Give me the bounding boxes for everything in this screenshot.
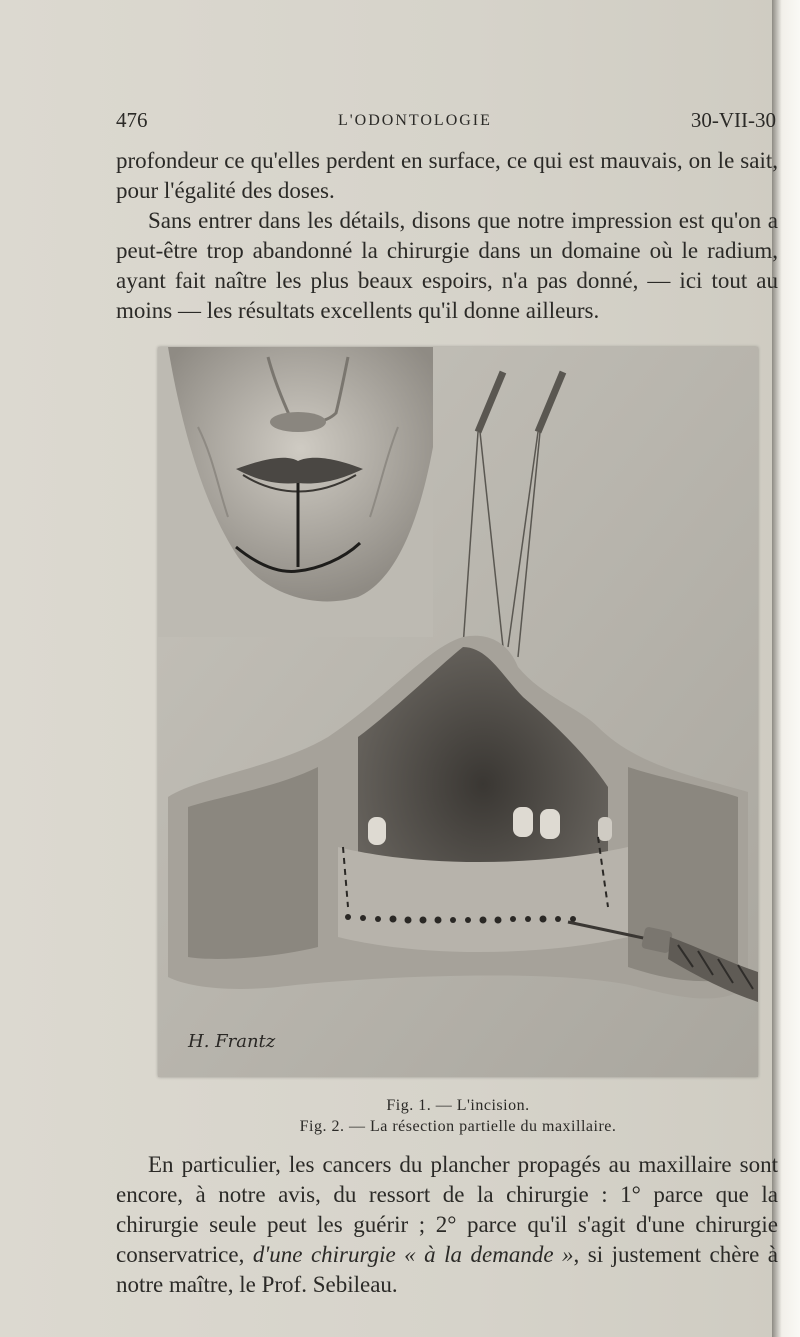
issue-date: 30-VII-30 [690, 108, 776, 132]
text-block-top [116, 146, 778, 326]
text-block-bottom [116, 1150, 778, 1300]
caption-figure-2: Fig. 2. — La résection partielle du maxillaire. [299, 1118, 617, 1135]
illustration-drawing [158, 347, 758, 1077]
running-head [116, 108, 776, 138]
paragraph-3-part-1: En particulier, les cancers du plancher propagés au maxillaire sont encore, à notre avis, du ressort de la chirurgie : 1° parce que la chirurgie seule peut les guérir ; 2° parce qu'il s'agit d'une chirurgie conservatrice, [116, 1152, 778, 1267]
page-number: 476 [116, 108, 148, 132]
paragraph-3-part-2: , si justement chère à notre maître, le Prof. Sebileau. [116, 1242, 779, 1297]
artist-signature: H. Frantz [188, 1031, 276, 1052]
surgical-illustration [158, 347, 758, 1077]
caption-figure-1: Fig. 1. — L'incision. [386, 1097, 530, 1114]
paragraph-3-italic: d'une chirurgie « à la demande » [252, 1242, 574, 1267]
paragraph-1: profondeur ce qu'elles perdent en surface, ce qui est mauvais, on le sait, pour l'égalité des doses. [116, 148, 778, 203]
paragraph-3 [116, 1150, 778, 1300]
journal-title: L'ODONTOLOGIE [338, 112, 492, 129]
paragraph-2: Sans entrer dans les détails, disons que notre impression est qu'on a peut-être trop abandonné la chirurgie dans un domaine où le radium, ayant fait naître les plus beaux espoirs, n'a pas donné, — ici tout au moins — les résultats excellents qu'il donne ailleurs. [116, 208, 778, 323]
face-inset [158, 347, 433, 637]
